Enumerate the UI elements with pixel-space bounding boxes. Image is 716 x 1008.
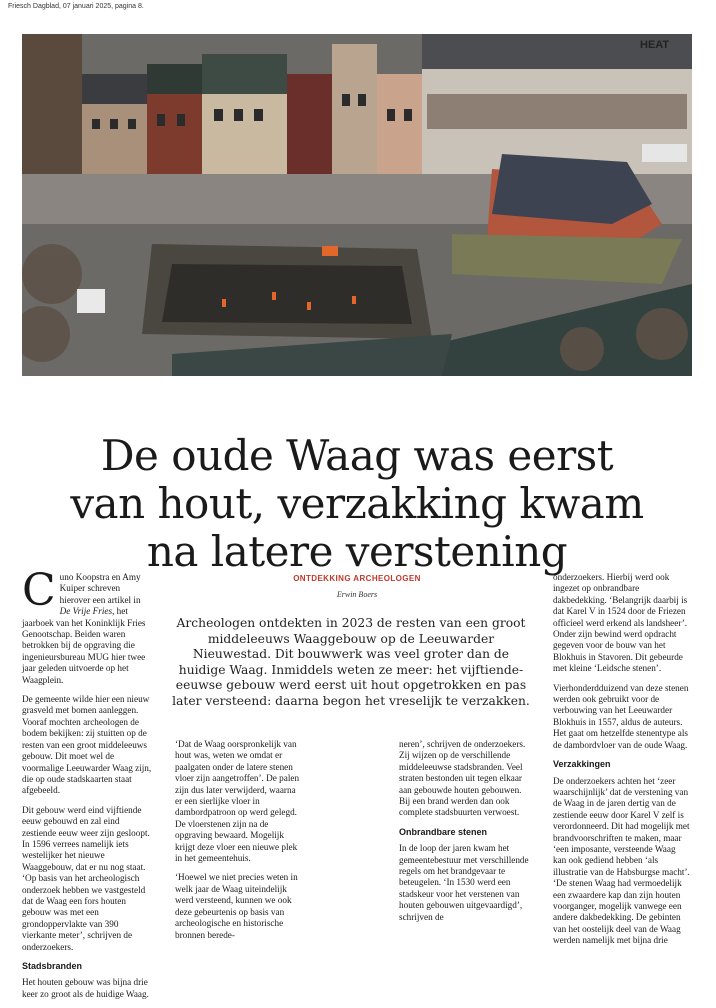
paragraph: Dit gebouw werd eind vijftiende eeuw gebouwd en zal eind zestiende eeuw weer zijn gesloopt. In 1596 verrees namelijk iets westelijker het nieuwe Waaggebouw, dat er nu nog staat. ‘Op basis van het archeologisch onderzoek hebben we vastgesteld dat de Waag een fors houten gebouw was met een grondoppervlakte van 390 vierkante meter’, schrijven de onderzoekers. (22, 804, 150, 952)
article-headline (22, 432, 692, 576)
paragraph: Vierhonderdduizend van deze stenen werden ook gebruikt voor de verbouwing van het Leeuwarder Blokhuis in 1557, aldus de auteurs. Het gaat om hetzelfde stenentype als de dambordvloer van de oude Waag. (553, 682, 689, 750)
headline-line-3: na latere verstening (146, 527, 568, 577)
headline-line-2: van hout, verzakking kwam (70, 479, 644, 529)
subheading: Onbrandbare stenen (399, 826, 488, 837)
article-column-2 (175, 739, 302, 949)
paragraph: neren’, schrijven de onderzoekers. Zij wijzen op de verschillende middeleeuwse stadsbranden. Veel straten bestonden uit tegen elkaar aan gebouwde houten gebouwen. Bij een brand werden dan ook complete stadsbuurten verwoest. (399, 739, 526, 818)
article-column-1 (22, 565, 152, 1008)
paragraph: Het houten gebouw was bijna drie keer zo groot als de huidige Waag. (22, 977, 149, 999)
article-column-4 (553, 572, 691, 955)
paragraph: In de loop der jaren kwam het gemeentebestuur met verschillende regels om het brandgevaar te beteugelen. ‘In 1530 werd een stadskeur voor het verstenen van houten gebouwen uitgevaardigd’, schrijven de (399, 843, 529, 922)
paragraph: ‘Hoewel we niet precies weten in welk jaar de Waag uiteindelijk werd versteend, kunnen we ook deze gebeurtenis op basis van archeologische en historische bronnen berede- (175, 872, 298, 940)
text-run: , het jaarboek van het Koninklijk Fries Genootschap. Beiden waren betrokken bij de opgraving die ingenieursbureau MUG hier twee jaar geleden uitvoerde op het Waagplein. (22, 606, 146, 685)
paragraph: De onderzoekers achten het ‘zeer waarschijnlijk’ dat de verstening van de Waag in de jaren dertig van de zestiende eeuw door Karel V zelf is verordonneerd. Dit had mogelijk met brandvoorschriften te maken, maar ‘een imposante, versteende Waag kan ook gediend hebben ‘als illustratie van de Habsburgse macht’. ‘De stenen Waag had vermoedelijk een zwaardere kap dan zijn houten voorganger, mogelijk vanwege een andere dakbedekking. De gebinten van het oostelijk deel van de Waag werden namelijk met bijna drie (553, 775, 690, 946)
aerial-photo-excavation (22, 34, 692, 376)
drop-cap: C (22, 565, 56, 616)
store-sign-text: HEAT (640, 39, 670, 51)
paragraph (22, 565, 152, 686)
newspaper-source-line: Friesch Dagblad, 07 januari 2025, pagina 8. (8, 3, 144, 10)
article-column-3 (399, 739, 529, 931)
headline-line-1: De oude Waag was eerst (100, 431, 614, 481)
subheading: Verzakkingen (553, 759, 611, 770)
paragraph: ‘Dat de Waag oorspronkelijk van hout was, weten we omdat er paalgaten onder de latere stenen vloer zijn aangetroffen’. De palen zijn dus later verwijderd, waarna er een sierlijke vloer in dambordpatroon op werd gelegd. De vloerstenen zijn na de opgraving bewaard. Mogelijk krijgt deze vloer een nieuwe plek in het gemeentehuis. (175, 739, 300, 864)
text-run: uno Koopstra en Amy Kuiper schreven hierover een artikel in (59, 572, 141, 605)
paragraph: De gemeente wilde hier een nieuw grasveld met bomen aanleggen. Vooraf mochten archeologen de bodem bekijken: zij stuitten op de resten van een groot middeleeuws gebouw. Dit moet wel de voormalige Leeuwarder Waag zijn, die op oude stadskaarten staat afgebeeld. (22, 694, 152, 796)
article-kicker: ONTDEKKING ARCHEOLOGEN (293, 574, 421, 583)
article-intro: Archeologen ontdekten in 2023 de resten van een groot middeleeuws Waaggebouw op de Leeuwarder Nieuwestad. Dit bouwwerk was veel groter dan de huidige Waag. Inmiddels weten ze meer: het vijftiende-eeuwse gebouw werd eerst uit hout opgetrokken en pas later versteend: daarna begon het vreselijk te verzakken. (172, 616, 530, 708)
publication-title: De Vrije Fries (59, 606, 113, 617)
subheading: Stadsbranden (22, 961, 83, 971)
paragraph: onderzoekers. Hierbij werd ook ingezet op onbrandbare dakbedekking. ‘Belangrijk daarbij is dat Karel V in 1524 door de Friezen officieel werd erkend als landsheer’. Onder zijn bewind werd opdracht gegeven voor de bouw van het Blokhuis in Stavoren. Dit gebeurde met kleine ‘Leidsche stenen’. (553, 572, 688, 674)
article-byline: Erwin Boers (336, 590, 378, 599)
